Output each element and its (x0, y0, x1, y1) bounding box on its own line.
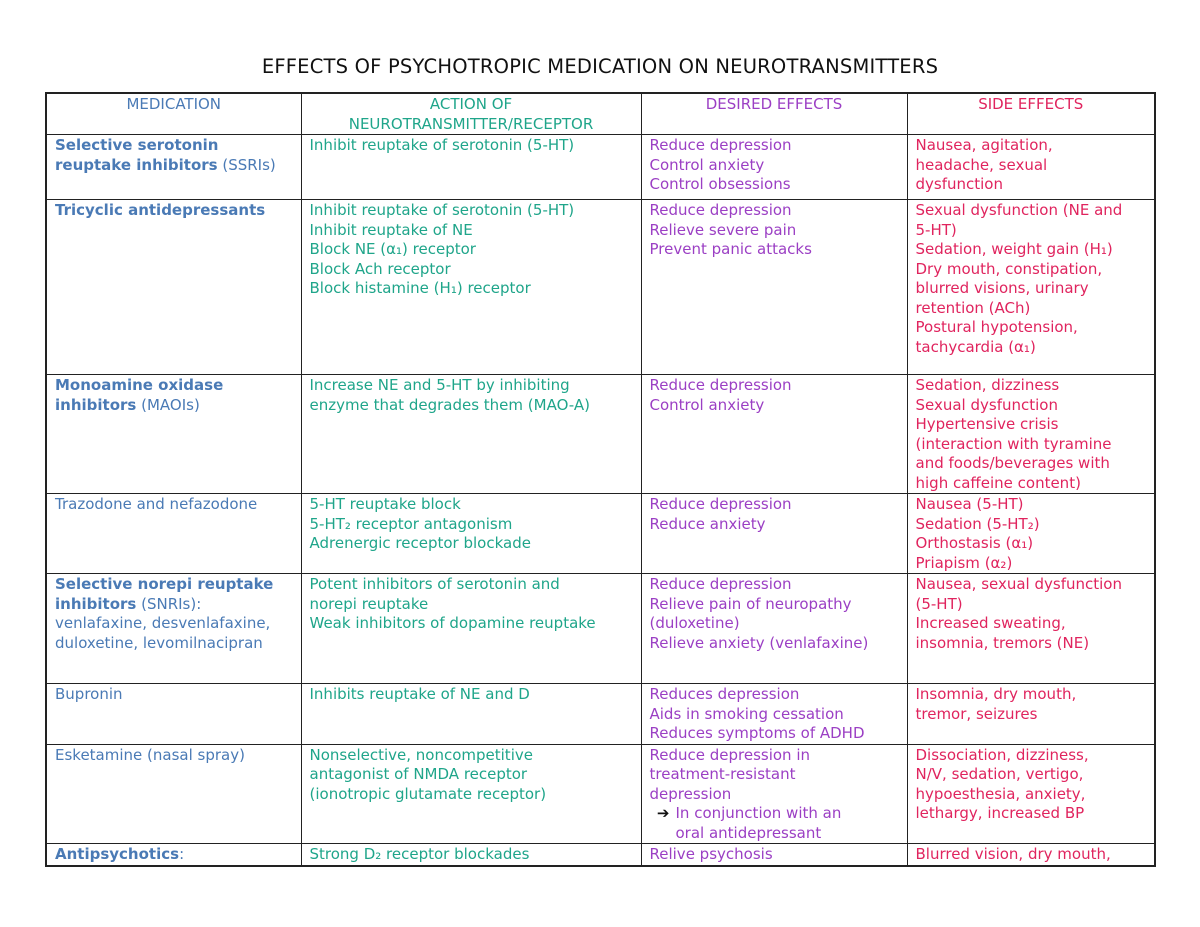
side-effects-cell: Nausea, sexual dysfunction (5-HT) Increased sweating, insomnia, tremors (NE) (907, 574, 1155, 684)
header-side-effects: SIDE EFFECTS (907, 93, 1155, 135)
medication-name: Selective norepi reuptake inhibitors (55, 575, 274, 613)
table-row (46, 844, 1155, 866)
action-cell: Inhibit reuptake of serotonin (5-HT) (301, 135, 641, 200)
medication-name: Monoamine oxidase inhibitors (55, 376, 224, 414)
action-cell: Increase NE and 5-HT by inhibiting enzyme that degrades them (MAO-A) (301, 375, 641, 494)
side-effects-cell: Blurred vision, dry mouth, (907, 844, 1155, 866)
desired-text: Reduce depression in treatment-resistant depression (649, 745, 811, 803)
header-desired-effects: DESIRED EFFECTS (641, 93, 907, 135)
medication-cell (46, 375, 301, 494)
action-cell: Inhibits reuptake of NE and D (301, 684, 641, 745)
desired-cell (641, 744, 907, 844)
medication-detail: (SNRIs): venlafaxine, desvenlafaxine, duloxetine, levomilnacipran (55, 594, 271, 652)
medication-name: Selective serotonin reuptake inhibitors (55, 136, 219, 174)
table-row (46, 375, 1155, 494)
arrow-right-icon: ➔ (656, 804, 670, 822)
medication-cell (46, 574, 301, 684)
table-row (46, 684, 1155, 745)
header-medication: MEDICATION (46, 93, 301, 135)
side-effects-cell: Sexual dysfunction (NE and 5-HT) Sedation, weight gain (H₁) Dry mouth, constipation, blurred visions, urinary retention (ACh) Postural hypotension, tachycardia (α₁) (907, 200, 1155, 375)
table-row (46, 574, 1155, 684)
medication-cell (46, 494, 301, 574)
desired-cell: Reduce depression Relieve severe pain Prevent panic attacks (641, 200, 907, 375)
action-cell: Potent inhibitors of serotonin and norepi reuptake Weak inhibitors of dopamine reuptake (301, 574, 641, 684)
medication-name: Tricyclic antidepressants (55, 201, 266, 219)
medication-detail: Bupronin (55, 685, 123, 703)
medication-cell (46, 135, 301, 200)
medication-detail: (SSRIs) (222, 155, 276, 174)
medication-detail: : (179, 845, 185, 863)
desired-cell: Relive psychosis (641, 844, 907, 866)
action-cell: Nonselective, noncompetitive antagonist of NMDA receptor (ionotropic glutamate receptor) (301, 744, 641, 844)
medication-detail: (MAOIs) (141, 395, 200, 414)
medication-detail: Esketamine (nasal spray) (55, 745, 245, 764)
table-row (46, 494, 1155, 574)
desired-cell: Reduce depression Relieve pain of neuropathy (duloxetine) Relieve anxiety (venlafaxine) (641, 574, 907, 684)
medication-detail: Trazodone and nefazodone (55, 495, 258, 513)
table-row (46, 200, 1155, 375)
side-effects-cell: Nausea, agitation, headache, sexual dysfunction (907, 135, 1155, 200)
table-row (46, 135, 1155, 200)
medication-cell (46, 684, 301, 745)
desired-cell: Reduce depression Control anxiety (641, 375, 907, 494)
medication-cell (46, 200, 301, 375)
side-effects-cell: Nausea (5-HT) Sedation (5-HT₂) Orthostasis (α₁) Priapism (α₂) (907, 494, 1155, 574)
medication-name: Antipsychotics (55, 845, 180, 863)
medication-table (45, 92, 1156, 867)
page-title: EFFECTS OF PSYCHOTROPIC MEDICATION ON NEUROTRANSMITTERS (261, 55, 939, 78)
header-action: ACTION OF NEUROTRANSMITTER/RECEPTOR (301, 93, 641, 135)
desired-cell: Reduces depression Aids in smoking cessation Reduces symptoms of ADHD (641, 684, 907, 745)
action-cell: Strong D₂ receptor blockades (301, 844, 641, 866)
side-effects-cell: Dissociation, dizziness, N/V, sedation, vertigo, hypoesthesia, anxiety, lethargy, increased BP (907, 744, 1155, 844)
desired-cell: Reduce depression Reduce anxiety (641, 494, 907, 574)
desired-note-text: In conjunction with an oral antidepressant (675, 804, 842, 842)
side-effects-cell: Insomnia, dry mouth, tremor, seizures (907, 684, 1155, 745)
medication-cell (46, 744, 301, 844)
medication-cell (46, 844, 301, 866)
desired-cell: Reduce depression Control anxiety Control obsessions (641, 135, 907, 200)
action-cell: 5-HT reuptake block 5-HT₂ receptor antagonism Adrenergic receptor blockade (301, 494, 641, 574)
side-effects-cell: Sedation, dizziness Sexual dysfunction Hypertensive crisis (interaction with tyramine and foods/beverages with high caffeine content) (907, 375, 1155, 494)
table-row (46, 744, 1155, 844)
table-header-row (46, 93, 1155, 135)
action-cell: Inhibit reuptake of serotonin (5-HT) Inhibit reuptake of NE Block NE (α₁) receptor Block Ach receptor Block histamine (H₁) receptor (301, 200, 641, 375)
desired-note (650, 804, 899, 843)
